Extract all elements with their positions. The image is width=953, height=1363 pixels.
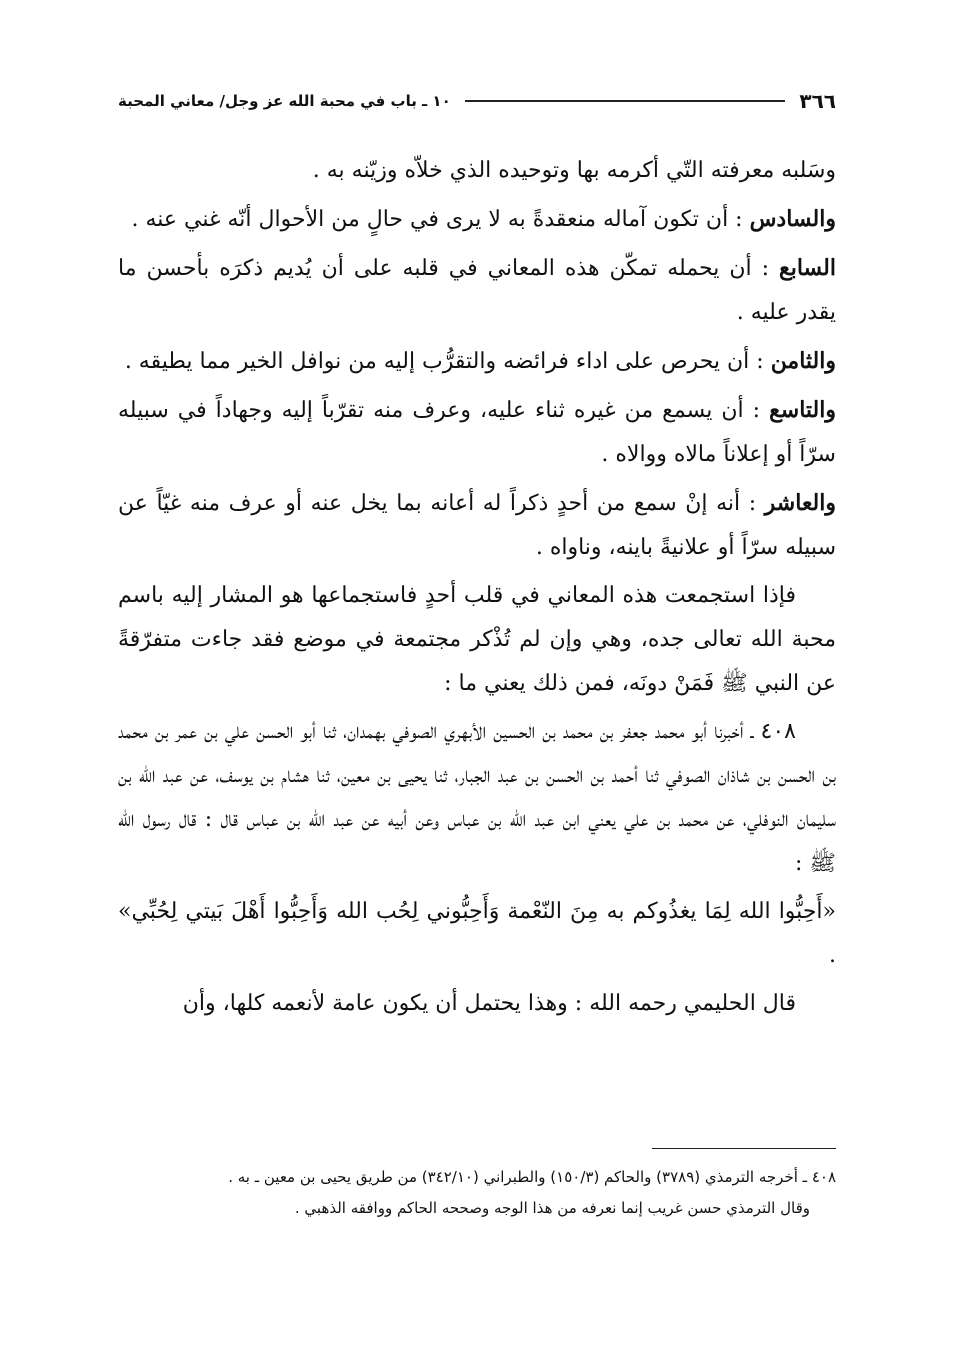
hadith-text: «أَحِبُّوا الله لِمَا يغذُوكم به مِنَ النّعْمة وَأَحِبُّوني لِحُب الله وَأَحِبُّوا أَهْلَ بَيتي لِحُبِّي» . [118,899,836,968]
page-number: ٣٦٦ [799,89,836,113]
footnote: وقال الترمذي حسن غريب إنما نعرفه من هذا الوجه وصححه الحاكم ووافقه الذهبي . [294,1199,810,1217]
paragraph: والثامن : أن يحرص على اداء فرائضه والتقرُّب إليه من نوافل الخير مما يطيقه . [124,348,836,374]
paragraph: والتاسع : أن يسمع من غيره ثناء عليه، وعرف منه تقرّباً إليه وجهاداً في سبيله سرّاً أو إعلاناً مالاه ووالاه . [118,397,836,467]
item-term: السابع [779,255,836,281]
paragraph: والعاشر : أنه إنْ سمع من أحدٍ ذكراً له أعانه بما يخل عنه أو عرف منه غيّاً عن سبيله سرّاً أو علانيةً باينه، وناواه . [118,490,836,560]
footnote-divider [652,1148,836,1149]
paragraph: السابع : أن يحمله تمكّن هذه المعاني في قلبه على أن يُديم ذكرَه بأحسن ما يقدر عليه . [118,255,836,325]
paragraph: وسَلبه معرفته التّي أكرمه بها وتوحيده الذي خلاّه وزيّنه به . [312,158,836,183]
page-header [118,86,836,116]
paragraph: قال الحليمي رحمه الله : وهذا يحتمل أن يكون عامة لأنعمه كلها، وأن [182,991,796,1016]
footnote: ٤٠٨ ـ أخرجه الترمذي (٣٧٨٩) والحاكم (١٥٠/٣) والطبراني (٣٤٢/١٠) من طريق يحيى بن معين ـ به . [228,1168,836,1186]
item-term: والثامن [770,348,836,374]
item-term: والتاسع [769,397,836,423]
running-title: ١٠ ـ باب في محبة الله عز وجل/ معاني المحبة [118,92,451,110]
paragraph: فإذا استجمعت هذه المعاني في قلب أحدٍ فاستجماعها هو المشار إليه باسم محبة الله تعالى جده، وهي وإن لم تُذْكر مجتمعة في موضع فقد جاءت متفرّقةً عن النبي ﷺ فَمَنْ دونَه، فمن ذلك يعني ما : [118,583,836,696]
item-term: والعاشر [764,490,836,516]
item-term: والسادس [749,206,836,232]
hadith-chain: ٤٠٨ ـ أخبرنا أبو محمد جعفر بن محمد بن الحسين الأبهري الصوفي بهمدان، ثنا أبو الحسن علي بن عمر بن محمد بن الحسن بن شاذان الصوفي ثنا أحمد بن الحسن بن عبد الجبار، ثنا يحيى بن معين، ثنا هشام بن يوسف، عن عبد الله بن سليمان النوفلي، عن محمد بن علي يعني ابن عبد الله بن عباس وعن أبيه عن عبد الله بن عباس قال : قال رسول الله ﷺ : [118,719,836,876]
header-rule [465,100,786,102]
paragraph: والسادس : أن تكون آماله منعقدةً به لا يرى في حالٍ من الأحوال أنّه غني عنه . [131,206,836,232]
footnotes [118,1164,836,1226]
main-text [118,148,836,1030]
